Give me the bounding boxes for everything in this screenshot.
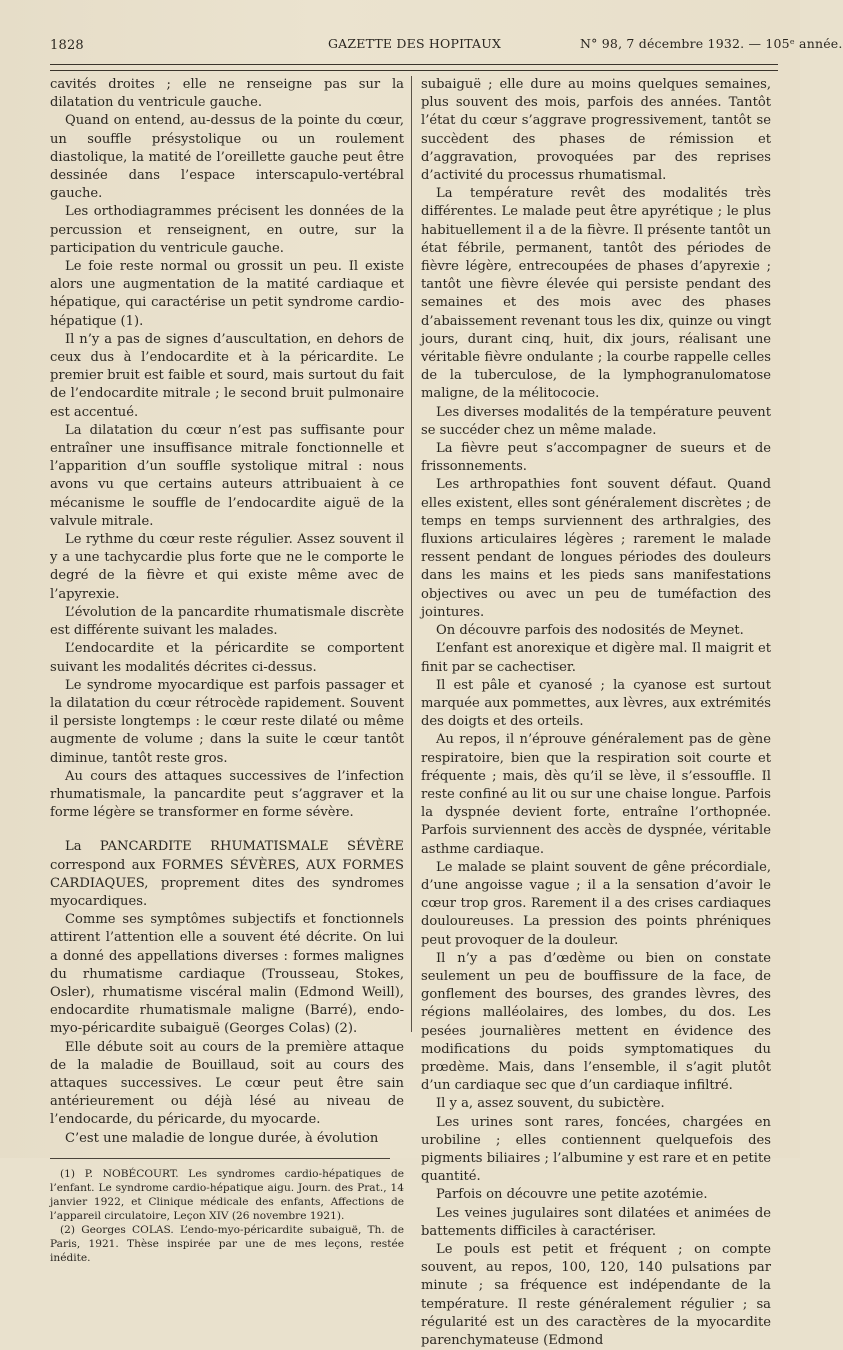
page-header [50, 34, 843, 56]
paragraph: Le rythme du cœur reste régulier. Assez souvent il y a une tachycardie plus forte que ne le comporte le degré de la fièvre et qui existe même avec de l’apyrexie. [50, 532, 404, 602]
paragraph: Parfois on découvre une petite azotémie. [436, 1187, 708, 1203]
paragraph: Les diverses modalités de la température peuvent se succéder chez un même malade. [421, 404, 771, 438]
right-column [421, 76, 771, 1350]
paragraph: L’enfant est anorexique et digère mal. Il maigrit et finit par se cachectiser. [421, 641, 771, 675]
paragraph: Le foie reste normal ou grossit un peu. Il existe alors une augmentation de la matité cardiaque et hépatique, qui caractérise un petit syndrome cardio-hépatique (1). [50, 259, 404, 329]
paragraph: cavités droites ; elle ne renseigne pas sur la dilatation du ventricule gauche. [50, 77, 404, 111]
paragraph: Le pouls est petit et fréquent ; on compte souvent, au repos, 100, 120, 140 pulsations par minute ; sa fréquence est indépendante de la température. Il reste généralement régulier ; sa régularité est un des caractères de la myocardite parenchymateuse (Edmond [421, 1242, 771, 1349]
paragraph: Les orthodiagrammes précisent les données de la percussion et renseignent, en outre, sur la participation du ventricule gauche. [50, 204, 404, 256]
footnote: (1) P. NOBÉCOURT. Les syndromes cardio-hépatiques de l’enfant. Le syndrome cardio-hépatique aigu. Journ. des Prat., 14 janvier 1922, et Clinique médicale des enfants, Affections de l’appareil circulatoire, Leçon XIV (26 novembre 1921). [50, 1167, 404, 1222]
paragraph: subaiguë ; elle dure au moins quelques semaines, plus souvent des mois, parfois des années. Tantôt l’état du cœur s’aggrave progressivement, tantôt se succèdent des phases de rémission et d’aggravation, provoquées par des reprises d’activité du processus rhumatismal. [421, 77, 771, 184]
footnote-rule [50, 1158, 390, 1159]
paragraph: Les urines sont rares, foncées, chargées en urobiline ; elles contiennent quelquefois des pigments biliaires ; l’albumine y est rare et en petite quantité. [421, 1114, 771, 1185]
paragraph: Le malade se plaint souvent de gêne précordiale, d’une angoisse vague ; il a la sensation d’avoir le cœur trop gros. Rarement il a des crises cardiaques douloureuses. La pression des points phréniques peut provoquer de la douleur. [421, 859, 771, 948]
paragraph: Au repos, il n’éprouve généralement pas de gène respiratoire, bien que la respiration soit courte et fréquente ; mais, dès qu’il se lève, il s’essouffle. Il reste confiné au lit ou sur une chaise longue. Parfois la dyspnée devient forte, entraîne l’orthopnée. Parfois surviennent des accès de dyspnée, véritable asthme cardiaque. [421, 732, 771, 857]
publication-title: GAZETTE DES HOPITAUX [328, 36, 502, 51]
paragraph: C’est une maladie de longue durée, à évolution [65, 1130, 379, 1146]
footnotes [50, 1167, 404, 1265]
paragraph: L’évolution de la pancardite rhumatismale discrète est différente suivant les malades. [50, 604, 404, 639]
paragraph: Les veines jugulaires sont dilatées et animées de battements difficiles à caractériser. [421, 1205, 771, 1239]
paragraph: L’endocardite et la péricardite se comportent suivant les modalités décrites ci-dessus. [50, 641, 404, 675]
paragraph: Les arthropathies font souvent défaut. Quand elles existent, elles sont généralement discrètes ; de temps en temps surviennent des arthralgies, des fluxions articulaires légères ; rarement le malade ressent pendant de longues périodes des douleurs dans les mains et les pieds sans manifestations objectives ou avec un peu de tuméfaction des jointures. [421, 477, 771, 620]
column-divider [411, 76, 412, 1032]
page-number: 1828 [50, 38, 84, 53]
paragraph: On découvre parfois des nodosités de Meynet. [436, 623, 744, 639]
paragraph: Le syndrome myocardique est parfois passager et la dilatation du cœur rétrocède rapidement. Souvent il persiste longtemps : le cœur reste dilaté ou même augmente de volume ; dans la suite le cœur tantôt diminue, tantôt reste gros. [50, 677, 404, 766]
paragraph: La PANCARDITE RHUMATISMALE SÉVÈRE correspond aux FORMES SÉVÈRES, AUX FORMES CARDIAQUES, proprement dites des syndromes myocardiques. [50, 839, 404, 909]
paragraph: Quand on entend, au-dessus de la pointe du cœur, un souffle présystolique ou un roulement diastolique, la matité de l’oreillette gauche peut être dessinée dans l’espace interscapulo-vertébral gauche. [50, 113, 404, 202]
header-rule [50, 64, 778, 71]
paragraph: La température revêt des modalités très différentes. Le malade peut être apyrétique ; le plus habituellement il a de la fièvre. Il présente tantôt un état fébrile, permanent, tantôt des périodes de fièvre légère, entrecoupées de phases d’apyrexie ; tantôt une fièvre élevée qui persiste pendant des semaines et des mois avec des phases d’abaissement revenant tous les dix, quinze ou vingt jours, durant cinq, huit, dix jours, réalisant une véritable fièvre ondulante ; la courbe rappelle celles de la tuberculose, de la lymphogranulomatose maligne, de la mélitococie. [421, 186, 771, 402]
paragraph: Au cours des attaques successives de l’infection rhumatismale, la pancardite peut s’aggraver et la forme légère se transformer en forme sévère. [50, 768, 404, 821]
left-column [50, 76, 404, 1265]
paragraph: Il n’y a pas de signes d’auscultation, en dehors de ceux dus à l’endocardite et à la péricardite. Le premier bruit est faible et sourd, mais surtout du fait de l’endocardite mitrale ; le second bruit pulmonaire est accentué. [50, 331, 404, 420]
paragraph: Elle débute soit au cours de la première attaque de la maladie de Bouillaud, soit au cours des attaques successives. Le cœur peut être sain antérieurement ou déjà lésé au niveau de l’endocarde, du péricarde, du myocarde. [50, 1039, 404, 1128]
issue-info: N° 98, 7 décembre 1932. — 105ᵉ année. [580, 36, 843, 51]
paragraph: La fièvre peut s’accompagner de sueurs et de frissonnements. [421, 441, 771, 475]
paragraph: Comme ses symptômes subjectifs et fonctionnels attirent l’attention elle a souvent été décrite. On lui a donné des appellations diverses : formes malignes du rhumatisme cardiaque (Trousseau, Stokes, Osler), rhumatisme viscéral malin (Edmond Weill), endocardite rhumatismale maligne (Barré), endo-myo-péricardite subaiguë (Georges Colas) (2). [50, 912, 404, 1037]
paragraph: Il y a, assez souvent, du subictère. [436, 1096, 665, 1112]
paragraph: Il n’y a pas d’œdème ou bien on constate seulement un peu de bouffissure de la face, de gonflement des bourses, des grandes lèvres, des régions malléolaires, des lombes, du dos. Les pesées journalières mettent en évidence des modifications du poids symptomatiques du prœdème. Mais, dans l’ensemble, il s’agit plutôt d’un cardiaque sec que d’un cardiaque infiltré. [421, 950, 771, 1094]
paragraph: Il est pâle et cyanosé ; la cyanose est surtout marquée aux pommettes, aux lèvres, aux extrémités des doigts et des orteils. [421, 677, 771, 730]
footnote: (2) Georges COLAS. L’endo-myo-péricardite subaiguë, Th. de Paris, 1921. Thèse inspirée par une de mes leçons, restée inédite. [50, 1223, 404, 1264]
paragraph: La dilatation du cœur n’est pas suffisante pour entraîner une insuffisance mitrale fonctionnelle et l’apparition d’un souffle systolique mitral : nous avons vu que certains auteurs attribuaient à ce mécanisme le souffle de l’endocardite aiguë de la valvule mitrale. [50, 422, 404, 529]
